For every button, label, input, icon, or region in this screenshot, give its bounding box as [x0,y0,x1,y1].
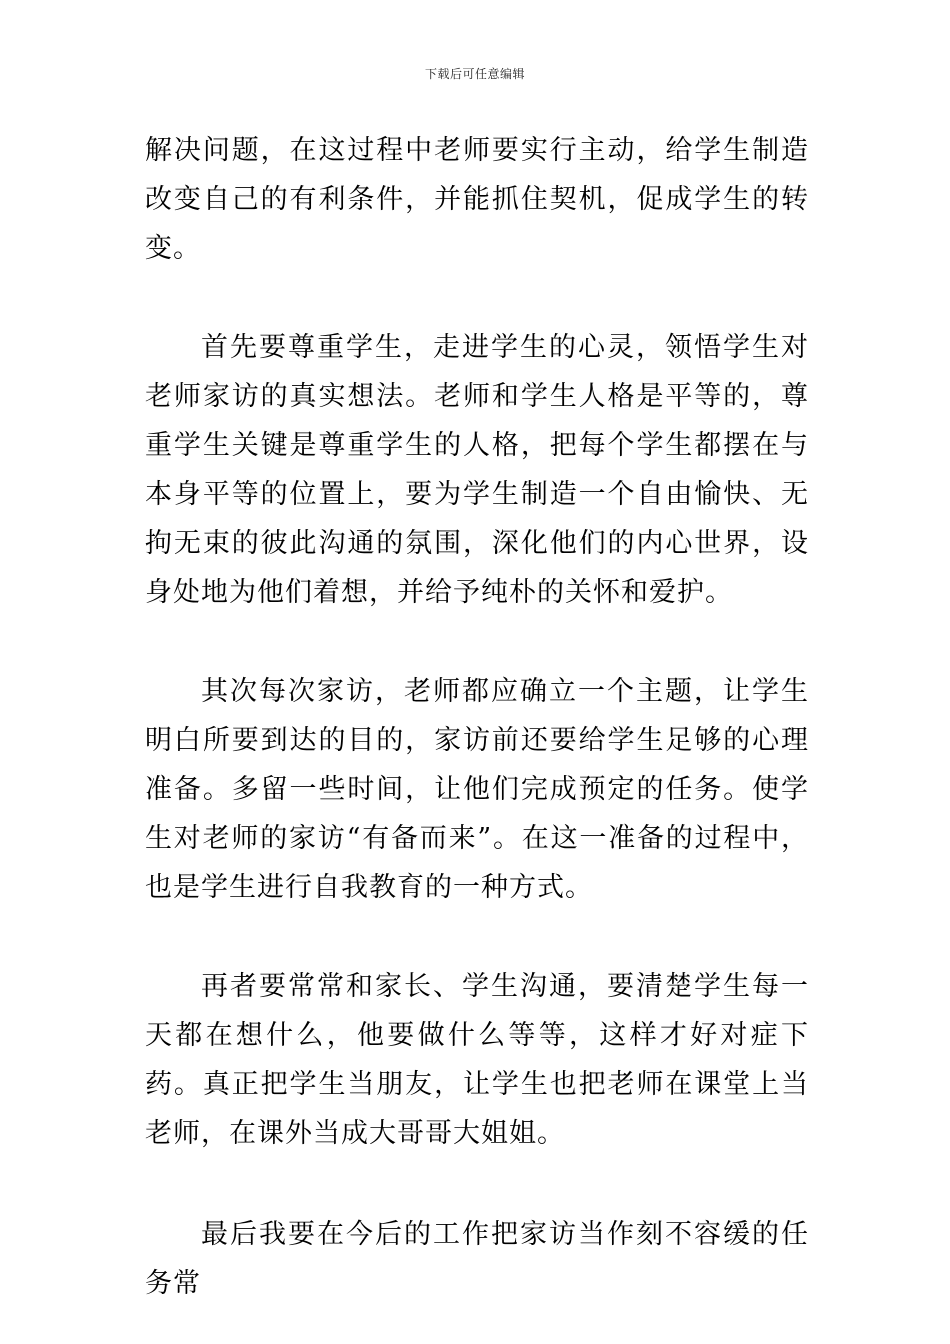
paragraph-spacer [145,273,809,323]
page-header: 下载后可任意编辑 [424,67,525,81]
document-body [145,126,809,1308]
paragraph-4: 再者要常常和家长、学生沟通，要清楚学生每一天都在想什么，他要做什么等等，这样才好对症下药。真正把学生当朋友，让学生也把老师在课堂上当老师，在课外当成大哥哥大姐姐。 [145,971,809,1149]
paragraph-5: 最后我要在今后的工作把家访当作刻不容缓的任务常 [145,1219,809,1299]
paragraph-spacer [145,617,809,667]
paragraph-spacer [145,912,809,962]
paragraph-3: 其次每次家访，老师都应确立一个主题，让学生明白所要到达的目的，家访前还要给学生足够的心理准备。多留一些时间，让他们完成预定的任务。使学生对老师的家访“有备而来”。在这一准备的过程中，也是学生进行自我教育的一种方式。 [145,676,809,903]
paragraph-2: 首先要尊重学生，走进学生的心灵，领悟学生对老师家访的真实想法。老师和学生人格是平等的，尊重学生关键是尊重学生的人格，把每个学生都摆在与本身平等的位置上，要为学生制造一个自由愉快、无拘无束的彼此沟通的氛围，深化他们的内心世界，设身处地为他们着想，并给予纯朴的关怀和爱护。 [145,332,809,608]
paragraph-1: 解决问题，在这过程中老师要实行主动，给学生制造改变自己的有利条件，并能抓住契机，促成学生的转变。 [145,135,809,264]
paragraph-spacer [145,1158,809,1210]
